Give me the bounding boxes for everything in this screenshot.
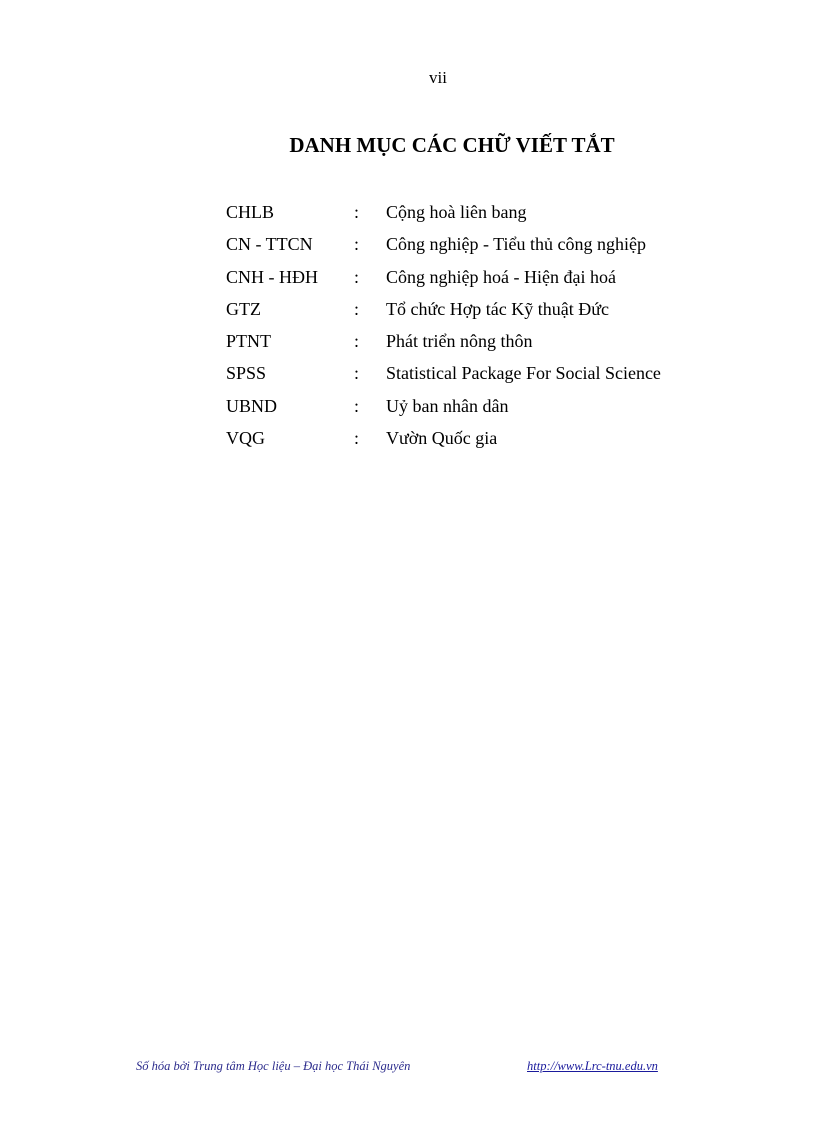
page-number: vii [429,68,447,87]
abbreviation-row-cnh-hdh [226,265,706,297]
abbreviation-term: GTZ [226,298,261,319]
abbreviation-row-ubnd [226,394,706,426]
abbreviation-separator: : [354,266,360,287]
abbreviation-separator: : [354,202,360,222]
abbreviation-separator: : [354,331,360,352]
abbreviation-row-gtz [226,297,706,329]
abbreviation-definition: Tổ chức Hợp tác Kỹ thuật Đức [386,298,609,319]
abbreviation-separator: : [354,234,360,255]
abbreviation-row-vqg [226,426,706,458]
abbreviation-term: CHLB [226,202,275,222]
abbreviation-term: CNH - HĐH [226,266,318,287]
abbreviation-definition: Statistical Package For Social Science [386,363,661,384]
abbreviation-row-cn-ttcn [226,232,706,264]
abbreviation-definition: Vườn Quốc gia [386,428,498,449]
abbreviation-separator: : [354,428,360,449]
abbreviation-separator: : [354,363,360,384]
abbreviation-row-spss [226,361,706,393]
abbreviation-term: UBND [226,395,278,416]
abbreviation-term: VQG [226,428,265,449]
abbreviation-definition: Phát triển nông thôn [386,331,533,352]
abbreviation-separator: : [354,395,360,416]
abbreviation-separator: : [354,298,360,319]
abbreviation-term: CN - TTCN [226,234,313,255]
abbreviation-definition: Uỷ ban nhân dân [386,395,509,416]
page-title: DANH MỤC CÁC CHỮ VIẾT TẮT [289,133,615,157]
abbreviation-definition: Công nghiệp - Tiểu thủ công nghiệp [386,234,646,255]
abbreviation-definition: Cộng hoà liên bang [386,202,527,222]
abbreviation-row-ptnt [226,329,706,361]
footer-link[interactable]: http://www.Lrc-tnu.edu.vn [527,1059,658,1073]
abbreviation-row-chlb [226,200,706,232]
abbreviation-list [226,200,706,458]
abbreviation-definition: Công nghiệp hoá - Hiện đại hoá [386,266,616,287]
footer-credit: Số hóa bởi Trung tâm Học liệu – Đại học Thái Nguyên [136,1059,411,1073]
abbreviation-term: SPSS [226,363,267,384]
abbreviation-term: PTNT [226,331,271,352]
